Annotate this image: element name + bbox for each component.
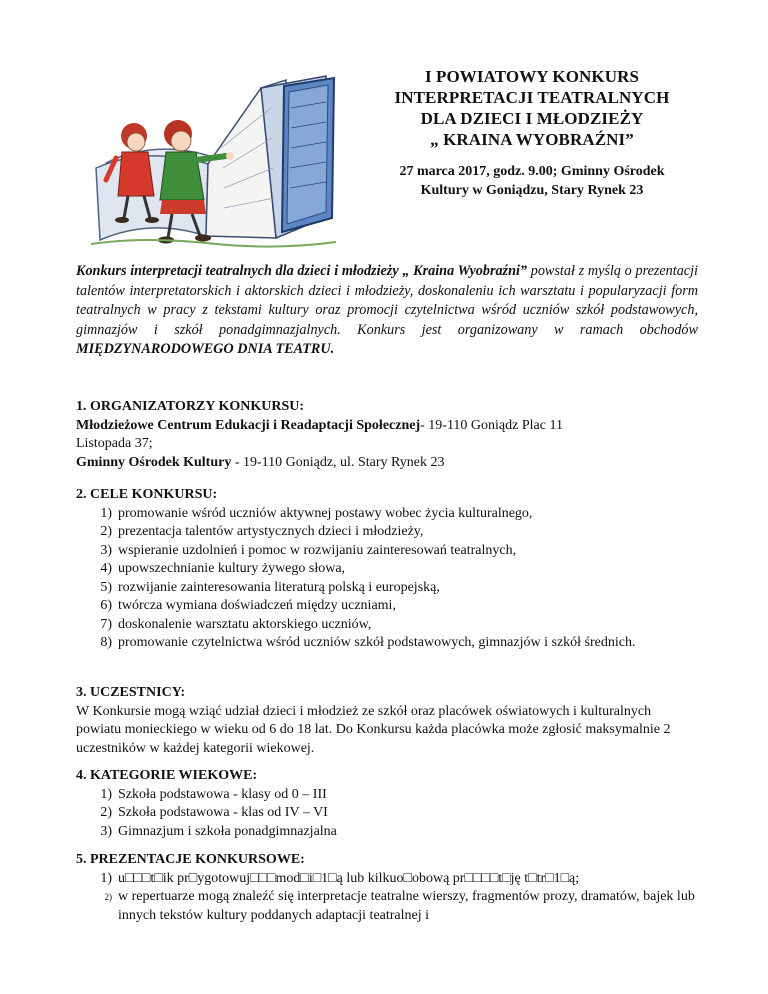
- list-item: [76, 616, 698, 635]
- organizer-2-address: - 19-110 Goniądz, ul. Stary Rynek 23: [231, 454, 445, 470]
- organizer-1-address-cont: Listopada 37;: [76, 436, 153, 451]
- list-number: 3): [100, 542, 112, 558]
- section-organizers: [76, 398, 698, 472]
- goals-list: [76, 505, 698, 653]
- date-line: 27 marca 2017, godz. 9.00; Gminny Ośrodek: [399, 164, 665, 179]
- list-number: 2): [104, 892, 112, 902]
- list-number: 3): [100, 823, 112, 839]
- list-text: Gimnazjum i szkoła ponadgimnazjalna: [118, 823, 337, 839]
- title-line: DLA DZIECI I MŁODZIEŻY: [420, 109, 644, 128]
- title-line: INTERPRETACJI TEATRALNYCH: [394, 88, 670, 107]
- list-text: Szkoła podstawowa - klasy od 0 – III: [118, 786, 327, 802]
- organizer-2-name: Gminny Ośrodek Kultury: [76, 454, 232, 470]
- list-item: [76, 560, 698, 579]
- section-heading: 1. ORGANIZATORZY KONKURSU:: [76, 399, 305, 414]
- list-item: [76, 523, 698, 542]
- list-text: rozwijanie zainteresowania literaturą polską i europejską,: [118, 579, 440, 595]
- participants-text: W Konkursie mogą wziąć udział dzieci i młodzież ze szkół oraz placówek oświatowych i kulturalnych powiatu monieckiego w wieku od 6 do 18 lat. Do Konkursu każda placówka może zgłosić maksymalnie 2 uczestników w każdej kategorii wiekowej.: [76, 703, 671, 756]
- section-presentations: [76, 851, 698, 925]
- list-text: upowszechnianie kultury żywego słowa,: [118, 561, 346, 576]
- list-item: [76, 579, 698, 598]
- competition-title: [350, 66, 714, 150]
- intro-paragraph: [76, 262, 698, 360]
- list-text: doskonalenie warsztatu aktorskiego uczniów,: [118, 616, 372, 632]
- organizer-1-name: Młodzieżowe Centrum Edukacji i Readaptacji Społecznej: [76, 417, 421, 433]
- list-number: 6): [100, 598, 112, 613]
- list-item: [76, 505, 698, 524]
- section-heading: 5. PREZENTACJE KONKURSOWE:: [76, 852, 305, 867]
- intro-text: powstał z myślą o prezentacji talentów interpretatorskich i aktorskich dzieci i młodzieży, doskonaleniu ich warsztatu i popularyzacji form teatralnych w pracy z tekstami kultury oraz promocji czytelnictwa wśród uczniów szkół podstawowych, gimnazjów i szkół ponadgimnazjalnych. Konkurs jest organizowany w ramach obchodów: [76, 263, 698, 338]
- header: [350, 66, 714, 200]
- list-text: promowanie wśród uczniów aktywnej postawy wobec życia kulturalnego,: [118, 505, 533, 521]
- list-number: 1): [100, 870, 112, 886]
- list-item: [76, 888, 698, 925]
- list-item: [76, 542, 698, 561]
- list-item: [76, 823, 698, 842]
- list-number: 4): [100, 561, 112, 576]
- place-line: Kultury w Goniądzu, Stary Rynek 23: [420, 183, 644, 198]
- organizer-1-address: - 19-110 Goniądz Plac 11: [420, 417, 563, 433]
- list-text: w repertuarze mogą znaleźć się interpretacje teatralne wierszy, fragmentów prozy, dramatów, bajek lub innych tekstów kultury poddanych adaptacji teatralnej i: [118, 889, 695, 923]
- section-heading: 4. KATEGORIE WIEKOWE:: [76, 768, 258, 783]
- organizer-1: [76, 417, 698, 436]
- list-number: 7): [100, 616, 112, 632]
- list-text: Szkoła podstawowa - klas od IV – VI: [118, 805, 328, 820]
- list-number: 1): [100, 786, 112, 802]
- children-book-illustration: [86, 68, 354, 258]
- list-item: [76, 634, 698, 653]
- list-text: twórcza wymiana doświadczeń między uczniami,: [118, 598, 396, 613]
- list-text: u□□□t□ik pr□ygotowuj□□□mod□i□1□ą lub kilkuo□obową pr□□□□t□ję t□tr□1□ą;: [118, 870, 580, 886]
- list-item: [76, 597, 698, 616]
- list-number: 2): [100, 805, 112, 820]
- intro-bold: Konkurs interpretacji teatralnych dla dzieci i młodzieży „ Kraina Wyobraźni”: [76, 263, 528, 279]
- section-age-categories: [76, 767, 698, 841]
- list-number: 8): [100, 635, 112, 650]
- section-heading: 2. CELE KONKURSU:: [76, 487, 218, 502]
- list-text: prezentacja talentów artystycznych dzieci i młodzieży,: [118, 524, 424, 539]
- list-text: promowanie czytelnictwa wśród uczniów szkół podstawowych, gimnazjów i szkół średnich.: [118, 635, 636, 650]
- categories-list: [76, 786, 698, 842]
- list-item: [76, 804, 698, 823]
- title-line: I POWIATOWY KONKURS: [424, 67, 640, 86]
- list-number: 5): [100, 579, 112, 595]
- intro-bold-end: MIĘDZYNARODOWEGO DNIA TEATRU.: [76, 341, 335, 357]
- section-heading: 3. UCZESTNICY:: [76, 685, 186, 700]
- list-text: wspieranie uzdolnień i pomoc w rozwijaniu zainteresowań teatralnych,: [118, 542, 517, 558]
- section-participants: [76, 684, 698, 758]
- organizer-2: [76, 454, 698, 473]
- list-item: [76, 786, 698, 805]
- presentations-list: [76, 870, 698, 926]
- list-number: 1): [100, 505, 112, 521]
- list-item: [76, 870, 698, 889]
- book-drawing: [86, 68, 354, 258]
- title-line: „ KRAINA WYOBRAŹNI”: [430, 130, 634, 149]
- list-number: 2): [100, 524, 112, 539]
- section-goals: [76, 486, 698, 653]
